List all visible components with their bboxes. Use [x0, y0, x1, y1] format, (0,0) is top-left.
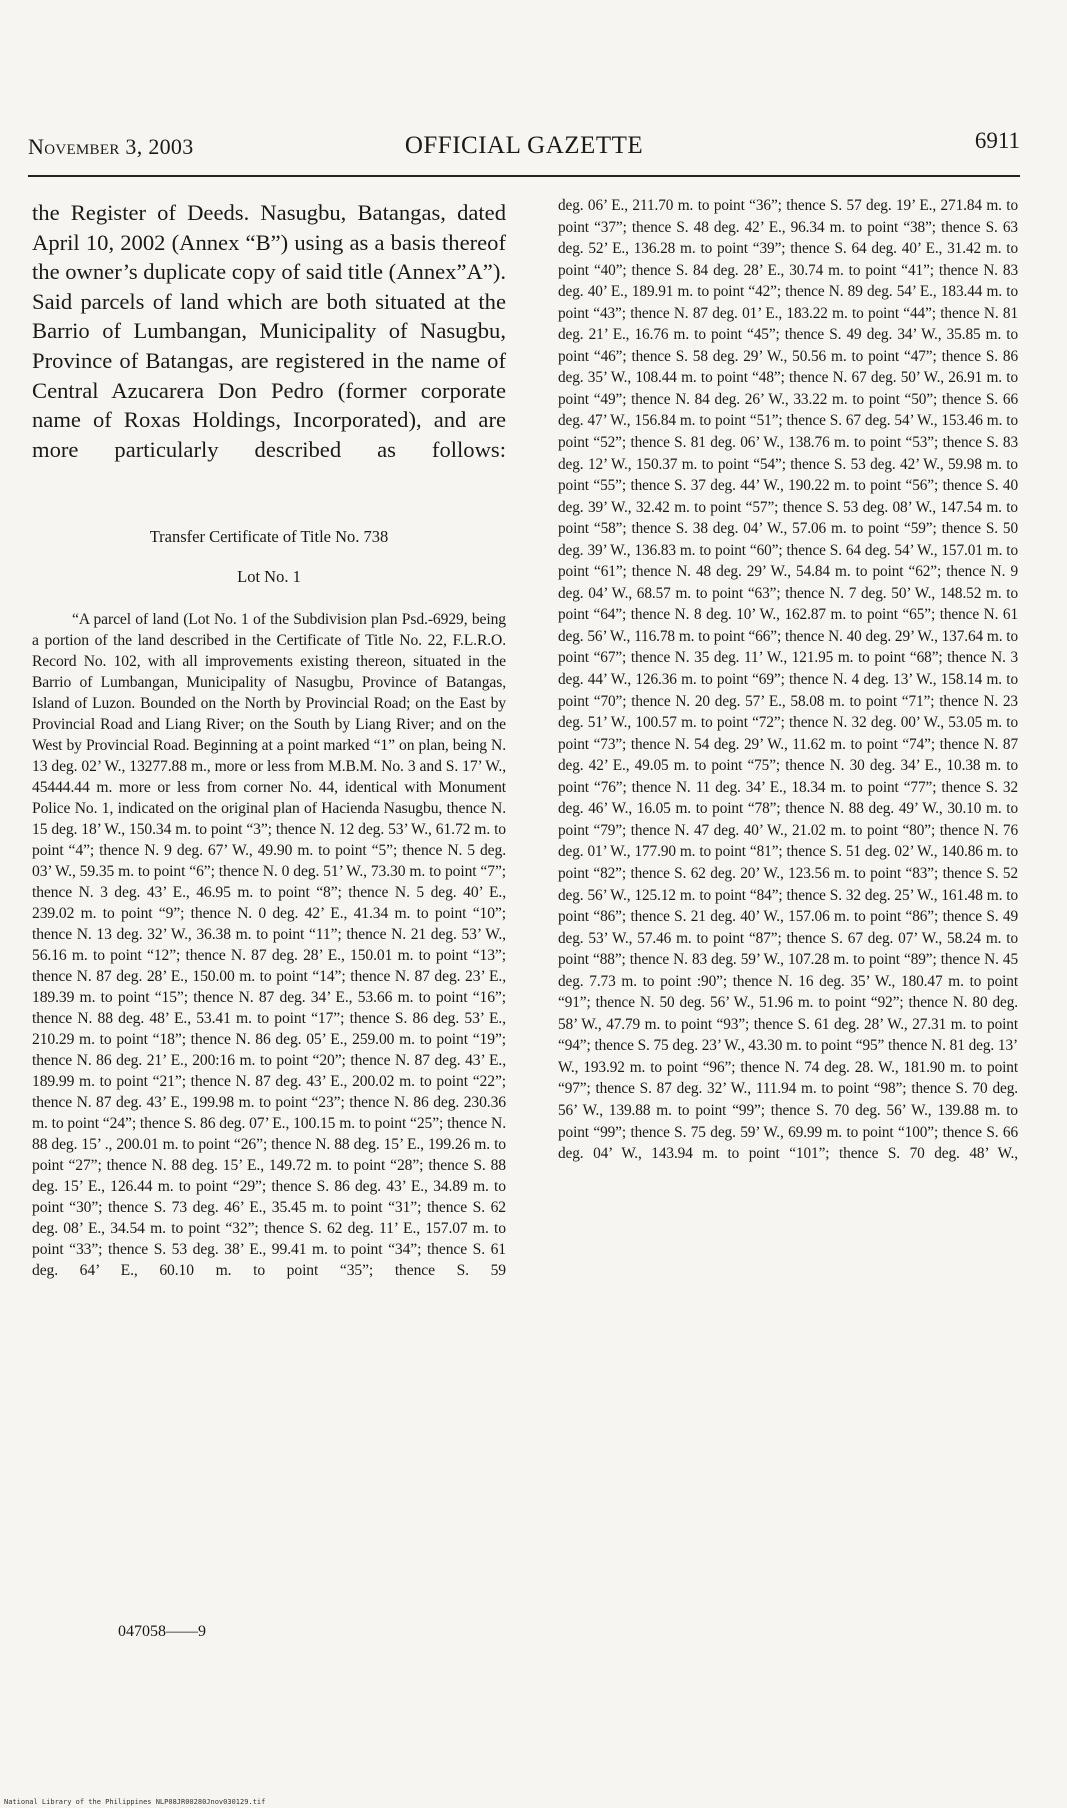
lot-description-left [32, 609, 506, 1302]
page-header [28, 128, 1020, 168]
title-heading: Transfer Certificate of Title No. 738 [149, 526, 389, 546]
lot-description-text: “A parcel of land (Lot No. 1 of the Subdivision plan Psd.-6929, being a portion of the land described in the Certificate of Title No. 22, F.L.R.O. Record No. 102, with all improvements existing thereon, situated in the Barrio of Lumbangan, Municipality of Nasugbu, Province of Batangas, Island of Luzon. Bounded on the North by Provincial Road; on the East by Provincial Road and Liang River; on the South by Liang River; and on the West by Provincial Road. Beginning at a point marked “1” on plan, being N. 13 deg. 02’ W., 13277.88 m., more or less from M.B.M. No. 3 and S. 17’ W., 45444.44 m. more or less from corner No. 44, identical with Monument Police No. 1, indicated on the original plan of Hacienda Nasugbu, thence N. 15 deg. 18’ W., 150.34 m. to point “3”; thence N. 12 deg. 53’ W., 61.72 m. to point “4”; thence N. 9 deg. 67’ W., 49.90 m. to point “5”; thence N. 5 deg. 03’ W., 59.35 m. to point “6”; thence N. 0 deg. 51’ W., 73.30 m. to point “7”; thence N. 3 deg. 43’ E., 46.95 m. to point “8”; thence N. 5 deg. 40’ E., 239.02 m. to point “9”; thence N. 0 deg. 42’ E., 41.34 m. to point “10”; thence N. 13 deg. 32’ W., 36.38 m. to point “11”; thence N. 21 deg. 53’ W., 56.16 m. to point “12”; thence N. 87 deg. 28’ E., 150.01 m. to point “13”; thence N. 87 deg. 28’ E., 150.00 m. to point “14”; thence N. 87 deg. 23’ E., 189.39 m. to point “15”; thence N. 87 deg. 34’ E., 53.66 m. to point “16”; thence N. 88 deg. 48’ E., 53.41 m. to point “17”; thence S. 86 deg. 53’ E., 210.29 m. to point “18”; thence N. 86 deg. 05’ E., 259.00 m. to point “19”; thence N. 86 deg. 21’ E., 200:16 m. to point “20”; thence N. 87 deg. 43’ E., 189.99 m. to point “21”; thence N. 87 deg. 43’ E., 200.02 m. to point “22”; thence N. 87 deg. 43’ E., 199.98 m. to point “23”; thence N. 86 deg. 230.36 m. to point “24”; thence S. 86 deg. 07’ E., 100.15 m. to point “25”; thence N. 88 deg. 15’ ., 200.01 m. to point “26”; thence N. 88 deg. 15’ E., 199.26 m. to point “27”; thence N. 88 deg. 15’ E., 149.72 m. to point “28”; thence S. 88 deg. 15’ E., 126.44 m. to point “29”; thence S. 86 deg. 43’ E., 34.89 m. to point “30”; thence S. 73 deg. 46’ E., 35.45 m. to point “31”; thence S. 62 deg. 08’ E., 34.54 m. to point “32”; thence S. 62 deg. 11’ E., 157.07 m. to point “33”; thence S. 53 deg. 38’ E., 99.41 m. to point “34”; thence S. 61 deg. 64’ E., 60.10 m. to point “35”; thence S. 59 [32, 610, 506, 1279]
scan-footer: National Library of the Philippines NLP08JR00280Jnov030129.tif [4, 1798, 266, 1806]
header-title: OFFICIAL GAZETTE [404, 132, 644, 159]
lot-description-right [558, 195, 1018, 1186]
left-column [32, 198, 506, 1318]
page-number: 6911 [974, 128, 1020, 153]
lot-heading: Lot No. 1 [237, 566, 301, 586]
footnote-number: 047058——9 [118, 1623, 206, 1640]
intro-paragraph [32, 198, 506, 494]
header-rule [28, 175, 1020, 177]
intro-text: the Register of Deeds. Nasugbu, Batangas, dated April 10, 2002 (Annex “B”) using as a basis thereof the owner’s duplicate copy of said title (Annex”A”). Said parcels of land which are both situated at the Barrio of Lumbangan, Municipality of Nasugbu, Province of Batangas, are registered in the name of Central Azucarera Don Pedro (former corporate name of Roxas Holdings, Incorporated), and are more particularly described as follows: [32, 200, 506, 462]
right-column [558, 195, 1018, 1186]
header-date: November 3, 2003 [28, 134, 194, 159]
lot-description-continued: deg. 06’ E., 211.70 m. to point “36”; thence S. 57 deg. 19’ E., 271.84 m. to point “37”; thence S. 48 deg. 42’ E., 96.34 m. to point “38”; thence S. 63 deg. 52’ E., 136.28 m. to point “39”; thence S. 64 deg. 40’ E., 31.42 m. to point “40”; thence S. 84 deg. 28’ E., 30.74 m. to point “41”; thence N. 83 deg. 40’ E., 189.91 m. to point “42”; thence N. 89 deg. 54’ E., 183.44 m. to point “43”; thence N. 87 deg. 01’ E., 183.22 m. to point “44”; thence N. 81 deg. 21’ E., 16.76 m. to point “45”; thence S. 49 deg. 34’ W., 35.85 m. to point “46”; thence S. 58 deg. 29’ W., 50.56 m. to point “47”; thence S. 86 deg. 35’ W., 108.44 m. to point “48”; thence N. 67 deg. 50’ W., 26.91 m. to point “49”; thence N. 84 deg. 26’ W., 33.22 m. to point “50”; thence S. 66 deg. 47’ W., 156.84 m. to point “51”; thence S. 67 deg. 54’ W., 153.46 m. to point “52”; thence S. 81 deg. 06’ W., 138.76 m. to point “53”; thence S. 83 deg. 12’ W., 150.37 m. to point “54”; thence S. 53 deg. 42’ W., 59.98 m. to point “55”; thence S. 37 deg. 44’ W., 190.22 m. to point “56”; thence S. 40 deg. 39’ W., 32.42 m. to point “57”; thence S. 53 deg. 08’ W., 147.54 m. to point “58”; thence S. 38 deg. 04’ W., 57.06 m. to point “59”; thence S. 50 deg. 39’ W., 136.83 m. to point “60”; thence S. 64 deg. 54’ W., 157.01 m. to point “61”; thence N. 48 deg. 29’ W., 54.84 m. to point “62”; thence N. 9 deg. 04’ W., 68.57 m. to point “63”; thence N. 7 deg. 50’ W., 148.52 m. to point “64”; thence N. 8 deg. 10’ W., 162.87 m. to point “65”; thence N. 61 deg. 56’ W., 116.78 m. to point “66”; thence N. 40 deg. 29’ W., 137.64 m. to point “67”; thence N. 35 deg. 11’ W., 121.95 m. to point “68”; thence N. 3 deg. 44’ W., 126.36 m. to point “69”; thence N. 4 deg. 13’ W., 158.14 m. to point “70”; thence N. 20 deg. 57’ E., 58.08 m. to point “71”; thence N. 23 deg. 51’ W., 100.57 m. to point “72”; thence N. 32 deg. 00’ W., 53.05 m. to point “73”; thence N. 54 deg. 29’ W., 11.62 m. to point “74”; thence N. 87 deg. 42’ E., 49.05 m. to point “75”; thence N. 30 deg. 34’ E., 10.38 m. to point “76”; thence N. 11 deg. 34’ E., 18.34 m. to point “77”; thence S. 32 deg. 46’ W., 16.05 m. to point “78”; thence N. 88 deg. 49’ W., 30.10 m. to point “79”; thence N. 47 deg. 40’ W., 21.02 m. to point “80”; thence N. 76 deg. 01’ W., 177.90 m. to point “81”; thence S. 51 deg. 02’ W., 140.86 m. to point “82”; thence S. 62 deg. 20’ W., 123.56 m. to point “83”; thence S. 52 deg. 56’ W., 125.12 m. to point “84”; thence S. 32 deg. 25’ W., 161.48 m. to point “86”; thence S. 21 deg. 40’ W., 157.06 m. to point “86”; thence S. 49 deg. 53’ W., 57.46 m. to point “87”; thence S. 67 deg. 07’ W., 58.24 m. to point “88”; thence N. 83 deg. 59’ W., 107.28 m. to point “89”; thence N. 45 deg. 7.73 m. to point :90”; thence N. 16 deg. 35’ W., 180.47 m. to point “91”; thence N. 50 deg. 56’ W., 51.96 m. to point “92”; thence N. 80 deg. 58’ W., 47.79 m. to point “93”; thence S. 61 deg. 28’ W., 27.31 m. to point “94”; thence S. 75 deg. 23’ W., 43.30 m. to point “95” thence N. 81 deg. 13’ W., 193.92 m. to point “96”; thence N. 74 deg. 28. W., 181.90 m. to point “97”; thence S. 87 deg. 32’ W., 111.94 m. to point “98”; thence S. 70 deg. 56’ W., 139.88 m. to point “99”; thence S. 70 deg. 56’ W., 139.88 m. to point “99”; thence S. 75 deg. 59’ W., 69.99 m. to point “100”; thence S. 66 deg. 04’ W., 143.94 m. to point “101”; thence S. 70 deg. 48’ W., [558, 197, 1018, 1163]
